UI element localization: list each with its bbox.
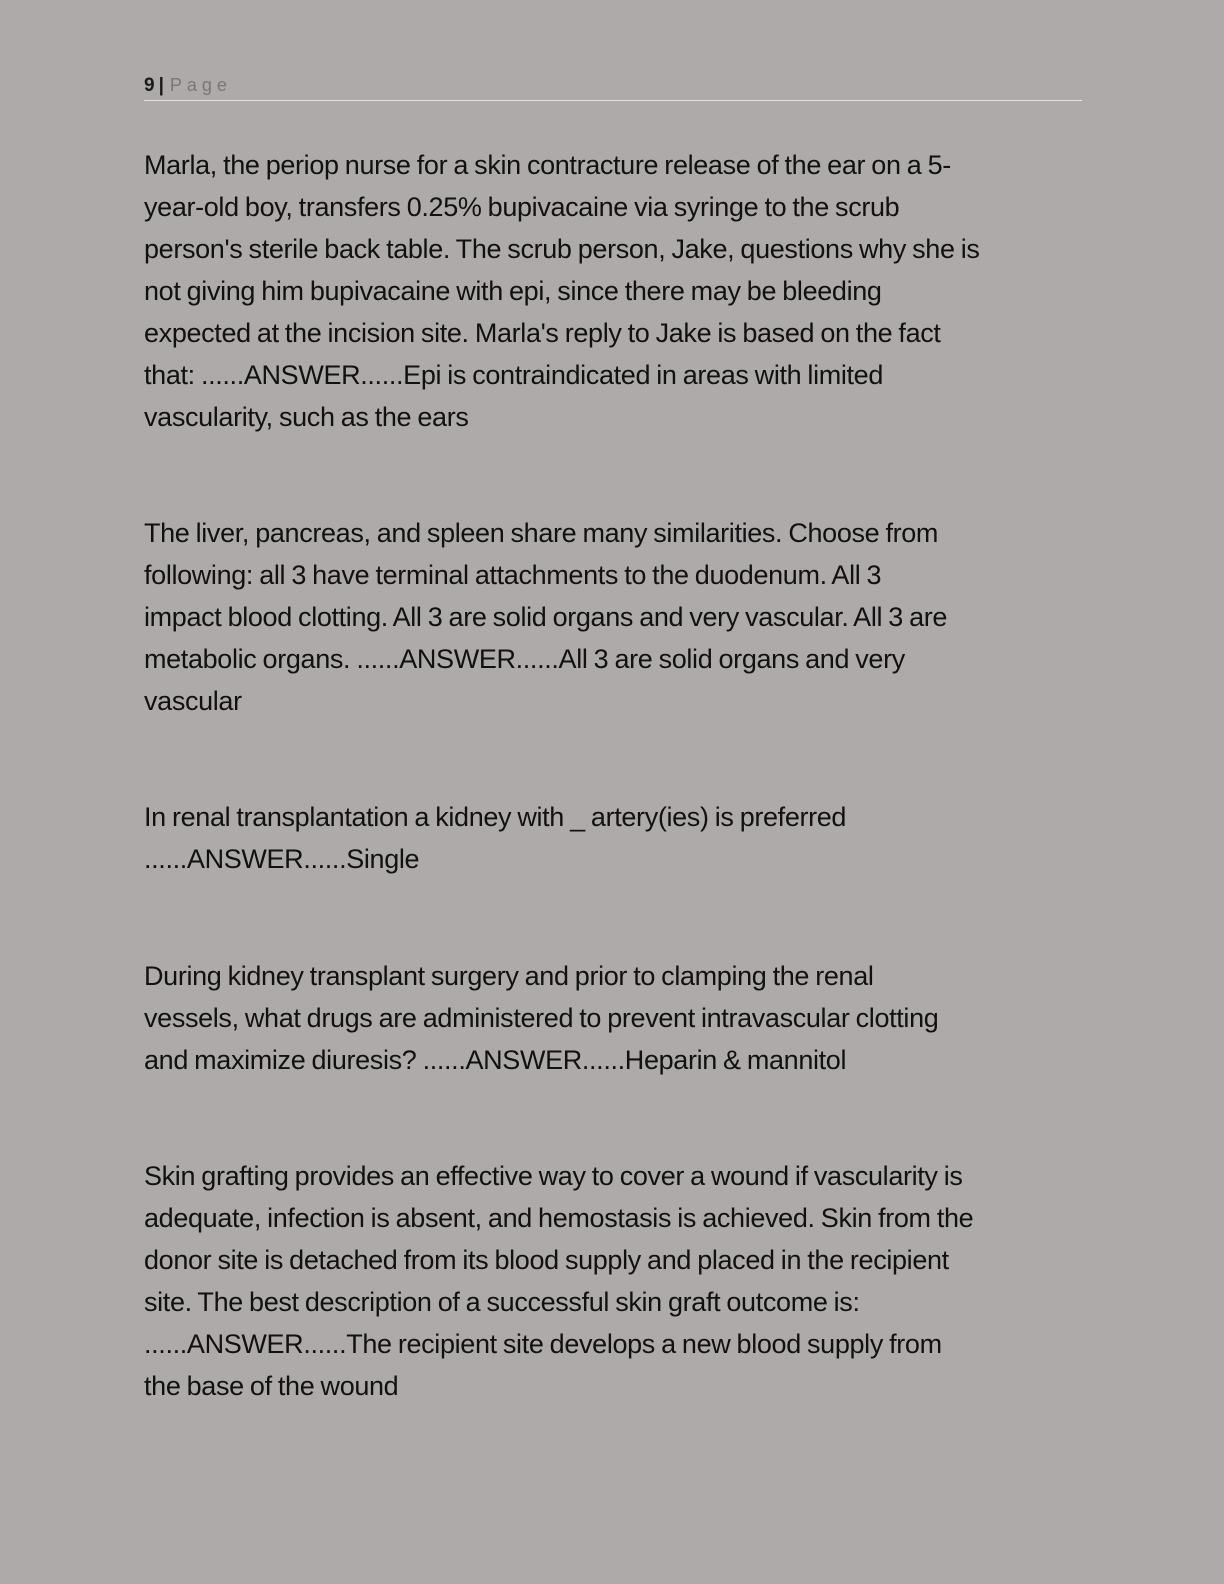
question-answer-1: Marla, the periop nurse for a skin contracture release of the ear on a 5- year-old boy, transfers 0.25% bupivacaine via syringe to the scrub person's sterile back table. The scrub person, Jake, questions why she is not giving him bupivacaine with epi, since there may be bleeding expected at the incision site. Marla's reply to Jake is based on the fact that: ......ANSWER......Epi is contraindicated in areas with limited vascularity, such as the ears (144, 150, 980, 432)
page-separator: | (158, 75, 164, 96)
page-label: Page (169, 75, 232, 95)
page-header (144, 72, 1082, 101)
question-answer-3: In renal transplantation a kidney with _ artery(ies) is preferred ......ANSWER......Single (144, 802, 847, 874)
question-answer-4: During kidney transplant surgery and prior to clamping the renal vessels, what drugs are administered to prevent intravascular clotting and maximize diuresis? ......ANSWER......Heparin & mannitol (144, 961, 939, 1075)
question-answer-2: The liver, pancreas, and spleen share many similarities. Choose from following: all 3 have terminal attachments to the duodenum. All 3 impact blood clotting. All 3 are solid organs and very vascular. All 3 are metabolic organs. ......ANSWER......All 3 are solid organs and very vascular (144, 518, 948, 716)
question-answer-5: Skin grafting provides an effective way to cover a wound if vascularity is adequate, infection is absent, and hemostasis is achieved. Skin from the donor site is detached from its blood supply and placed in the recipient site. The best description of a successful skin graft outcome is: ......ANSWER......The recipient site develops a new blood supply from the base of the wound (144, 1161, 974, 1401)
page-number: 9 (144, 75, 155, 96)
